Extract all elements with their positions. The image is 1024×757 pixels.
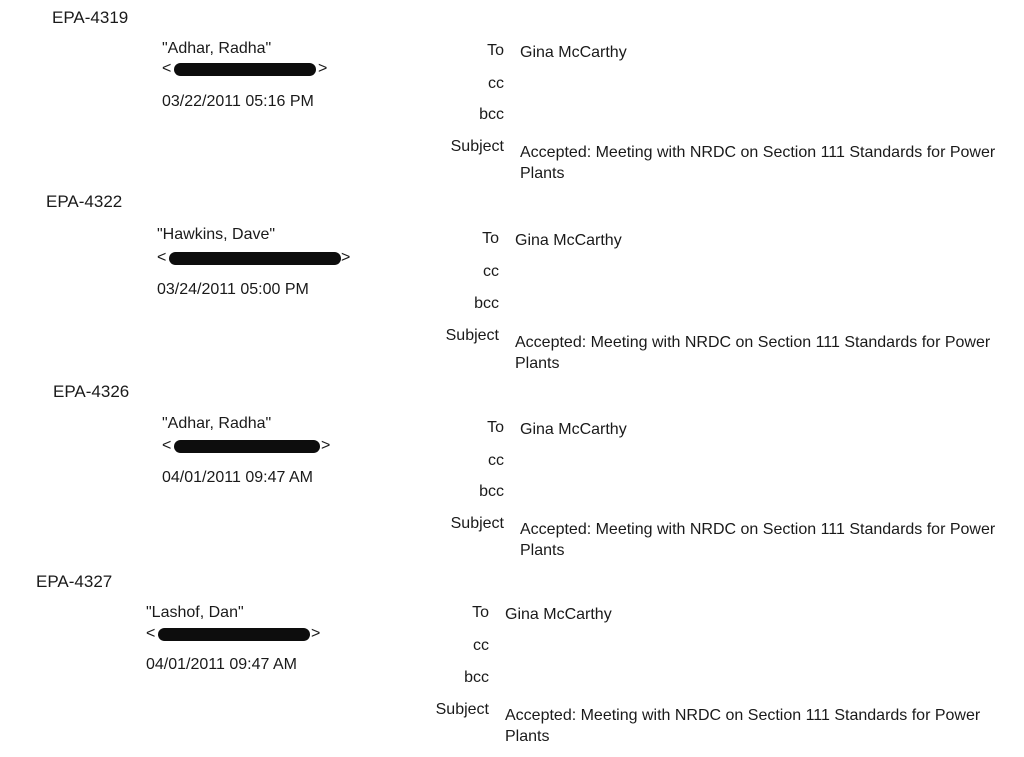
email-close-bracket: > <box>321 437 331 454</box>
redaction-bar <box>174 63 316 76</box>
email-open-bracket: < <box>162 437 172 454</box>
bcc-label: bcc <box>479 483 504 500</box>
subject-value: Accepted: Meeting with NRDC on Section 111 Standards for Power Plants <box>505 707 981 745</box>
email-close-bracket: > <box>341 249 351 266</box>
to-label: To <box>472 604 489 621</box>
to-value: Gina McCarthy <box>505 606 612 623</box>
sent-timestamp: 04/01/2011 09:47 AM <box>146 656 297 673</box>
cc-label: cc <box>483 263 499 280</box>
subject-label: Subject <box>450 138 504 155</box>
bcc-label: bcc <box>474 295 499 312</box>
sender-email-redacted <box>162 437 337 455</box>
sender-email-redacted <box>146 625 326 643</box>
email-close-bracket: > <box>318 60 328 77</box>
sent-timestamp: 03/22/2011 05:16 PM <box>162 93 314 110</box>
sender-name: "Hawkins, Dave" <box>157 226 276 243</box>
subject-label: Subject <box>450 515 504 532</box>
bcc-label: bcc <box>464 669 489 686</box>
sender-name: "Adhar, Radha" <box>162 40 272 57</box>
cc-label: cc <box>488 75 504 92</box>
document-id: EPA-4322 <box>46 192 123 211</box>
subject-value: Accepted: Meeting with NRDC on Section 111 Standards for Power Plants <box>520 521 996 559</box>
to-value: Gina McCarthy <box>520 44 627 61</box>
cc-label: cc <box>473 637 489 654</box>
to-value: Gina McCarthy <box>520 421 627 438</box>
sender-email-redacted <box>157 249 357 267</box>
sender-name: "Adhar, Radha" <box>162 415 272 432</box>
email-open-bracket: < <box>146 625 156 642</box>
redaction-bar <box>174 440 320 453</box>
cc-label: cc <box>488 452 504 469</box>
subject-label: Subject <box>435 701 489 718</box>
email-open-bracket: < <box>162 60 172 77</box>
subject-label: Subject <box>445 327 499 344</box>
subject-value: Accepted: Meeting with NRDC on Section 111 Standards for Power Plants <box>520 144 996 182</box>
subject-value: Accepted: Meeting with NRDC on Section 111 Standards for Power Plants <box>515 334 991 372</box>
redaction-bar <box>169 252 341 265</box>
sender-email-redacted <box>162 60 332 78</box>
sent-timestamp: 03/24/2011 05:00 PM <box>157 281 309 298</box>
to-label: To <box>487 419 504 436</box>
document-id: EPA-4327 <box>36 572 113 591</box>
document-id: EPA-4319 <box>52 8 129 27</box>
to-label: To <box>487 42 504 59</box>
document-id: EPA-4326 <box>53 382 130 401</box>
to-label: To <box>482 230 499 247</box>
email-open-bracket: < <box>157 249 167 266</box>
sent-timestamp: 04/01/2011 09:47 AM <box>162 469 313 486</box>
redaction-bar <box>158 628 310 641</box>
email-close-bracket: > <box>311 625 321 642</box>
bcc-label: bcc <box>479 106 504 123</box>
sender-name: "Lashof, Dan" <box>146 604 244 621</box>
to-value: Gina McCarthy <box>515 232 622 249</box>
